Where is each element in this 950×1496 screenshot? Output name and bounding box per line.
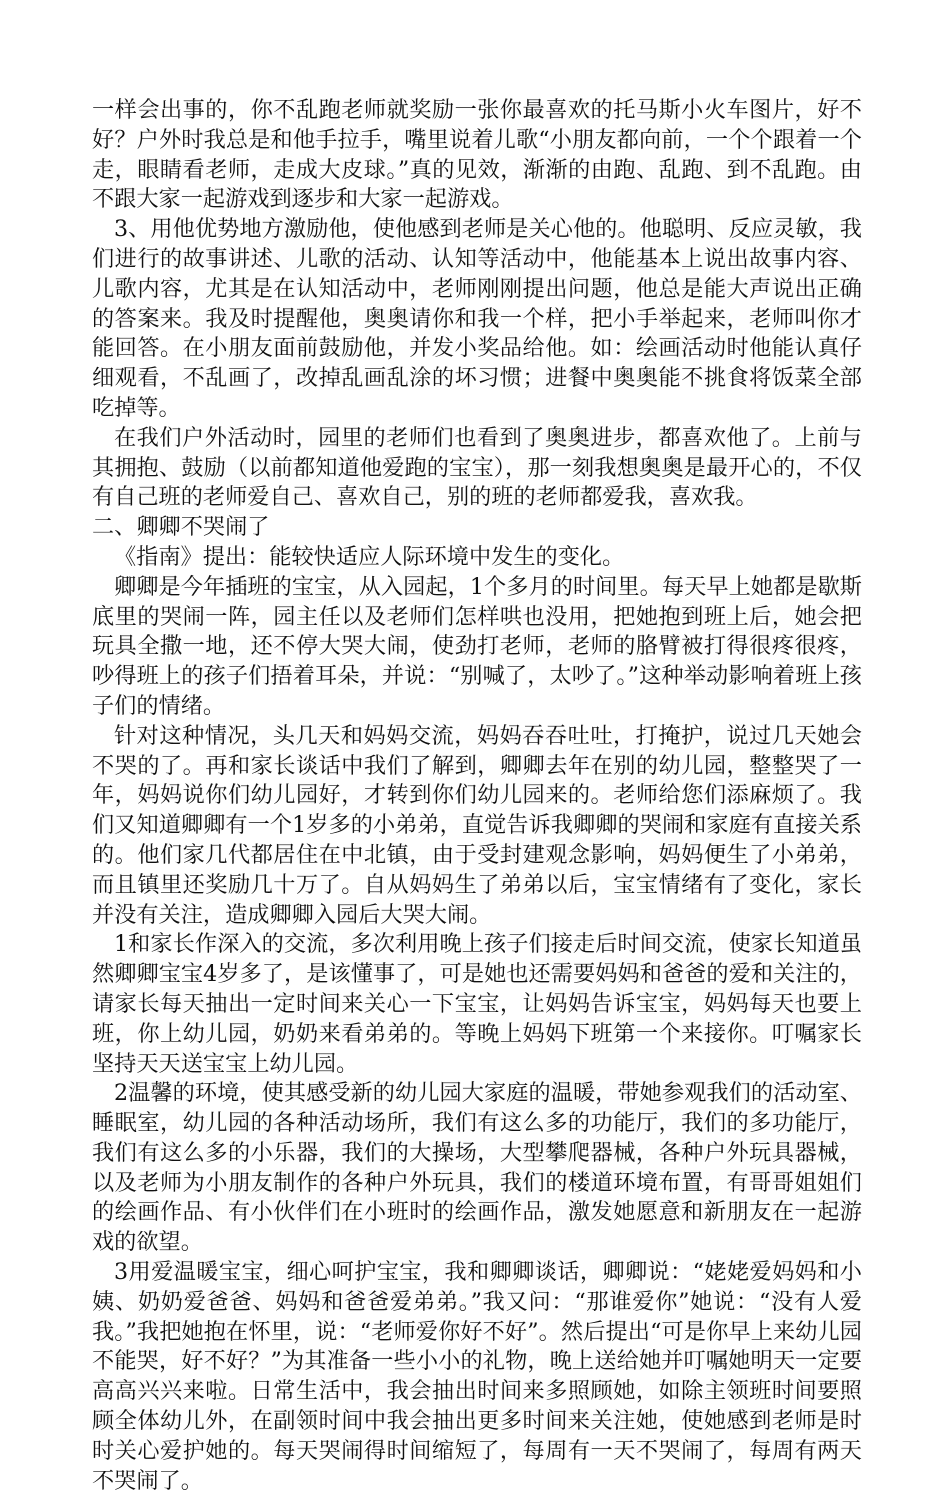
paragraph-case-intro: 卿卿是今年插班的宝宝，从入园起，1个多月的时间里。每天早上她都是歇斯底里的哭闹一阵，园主任以及老师们怎样哄也没用，把她抱到班上后，她会把玩具全撒一地，还不停大哭大闹，使劲打老师，老师的胳臂被打得很疼很疼，吵得班上的孩子们捂着耳朵，并说：“别喊了，太吵了。”这种举动影响着班上孩子们的情绪。 (92, 573, 862, 719)
document-page (92, 96, 862, 1496)
paragraph-outdoor-activity: 在我们户外活动时，园里的老师们也看到了奥奥进步，都喜欢他了。上前与其拥抱、鼓励（以前都知道他爱跑的宝宝），那一刻我想奥奥是最开心的，不仅有自己班的老师爱自己、喜欢自己，别的班的老师都爱我，喜欢我。 (92, 424, 862, 511)
paragraph-measure-3: 3用爱温暖宝宝，细心呵护宝宝，我和卿卿谈话，卿卿说：“姥姥爱妈妈和小姨、奶奶爱爸爸、妈妈和爸爸爱弟弟。”我又问：“那谁爱你”她说：“没有人爱我。”我把她抱在怀里，说：“老师爱你好不好”。然后提出“可是你早上来幼儿园不能哭，好不好？”为其准备一些小小的礼物，晚上送给她并叮嘱她明天一定要高高兴兴来啦。日常生活中，我会抽出时间来多照顾她，如除主领班时间要照顾全体幼儿外，在副领时间中我会抽出更多时间来关注她，使她感到老师是时时关心爱护她的。每天哭闹得时间缩短了，每周有一天不哭闹了，每周有两天不哭闹了。 (92, 1259, 862, 1494)
section-heading: 二、卿卿不哭闹了 (92, 514, 270, 541)
paragraph-continuation: 一样会出事的，你不乱跑老师就奖励一张你最喜欢的托马斯小火车图片，好不好？户外时我总是和他手拉手，嘴里说着儿歌“小朋友都向前，一个个跟着一个走，眼睛看老师，走成大皮球。”真的见效，渐渐的由跑、乱跑、到不乱跑。由不跟大家一起游戏到逐步和大家一起游戏。 (92, 97, 862, 213)
paragraph-guideline: 《指南》提出：能较快适应人际环境中发生的变化。 (114, 543, 625, 570)
paragraph-measure-1: 1和家长作深入的交流，多次利用晚上孩子们接走后时间交流，使家长知道虽然卿卿宝宝4岁多了，是该懂事了，可是她也还需要妈妈和爸爸的爱和关注的，请家长每天抽出一定时间来关心一下宝宝，让妈妈告诉宝宝，妈妈每天也要上班，你上幼儿园，奶奶来看弟弟的。等晚上妈妈下班第一个来接你。叮嘱家长坚持天天送宝宝上幼儿园。 (92, 931, 862, 1077)
paragraph-situation: 针对这种情况，头几天和妈妈交流，妈妈吞吞吐吐，打掩护，说过几天她会不哭的了。再和家长谈话中我们了解到，卿卿去年在别的幼儿园，整整哭了一年，妈妈说你们幼儿园好，才转到你们幼儿园来的。老师给您们添麻烦了。我们又知道卿卿有一个1岁多的小弟弟，直觉告诉我卿卿的哭闹和家庭有直接关系的。他们家几代都居住在中北镇，由于受封建观念影响，妈妈便生了小弟弟，而且镇里还奖励几十万了。自从妈妈生了弟弟以后，宝宝情绪有了变化，家长并没有关注，造成卿卿入园后大哭大闹。 (92, 722, 862, 928)
paragraph-point-3: 3、用他优势地方激励他，使他感到老师是关心他的。他聪明、反应灵敏，我们进行的故事讲述、儿歌的活动、认知等活动中，他能基本上说出故事内容、儿歌内容，尤其是在认知活动中，老师刚刚提出问题，他总是能大声说出正确的答案来。我及时提醒他，奥奥请你和我一个样，把小手举起来，老师叫你才能回答。在小朋友面前鼓励他，并发小奖品给他。如：绘画活动时他能认真仔细观看，不乱画了，改掉乱画乱涂的坏习惯；进餐中奥奥能不挑食将饭菜全部吃掉等。 (92, 216, 862, 421)
paragraph-measure-2: 2温馨的环境，使其感受新的幼儿园大家庭的温暖，带她参观我们的活动室、睡眠室，幼儿园的各种活动场所，我们有这么多的功能厅，我们的多功能厅，我们有这么多的小乐器，我们的大操场，大型攀爬器械，各种户外玩具器械，以及老师为小朋友制作的各种户外玩具，我们的楼道环境布置，有哥哥姐姐们的绘画作品、有小伙伴们在小班时的绘画作品，激发她愿意和新朋友在一起游戏的欲望。 (92, 1080, 862, 1256)
